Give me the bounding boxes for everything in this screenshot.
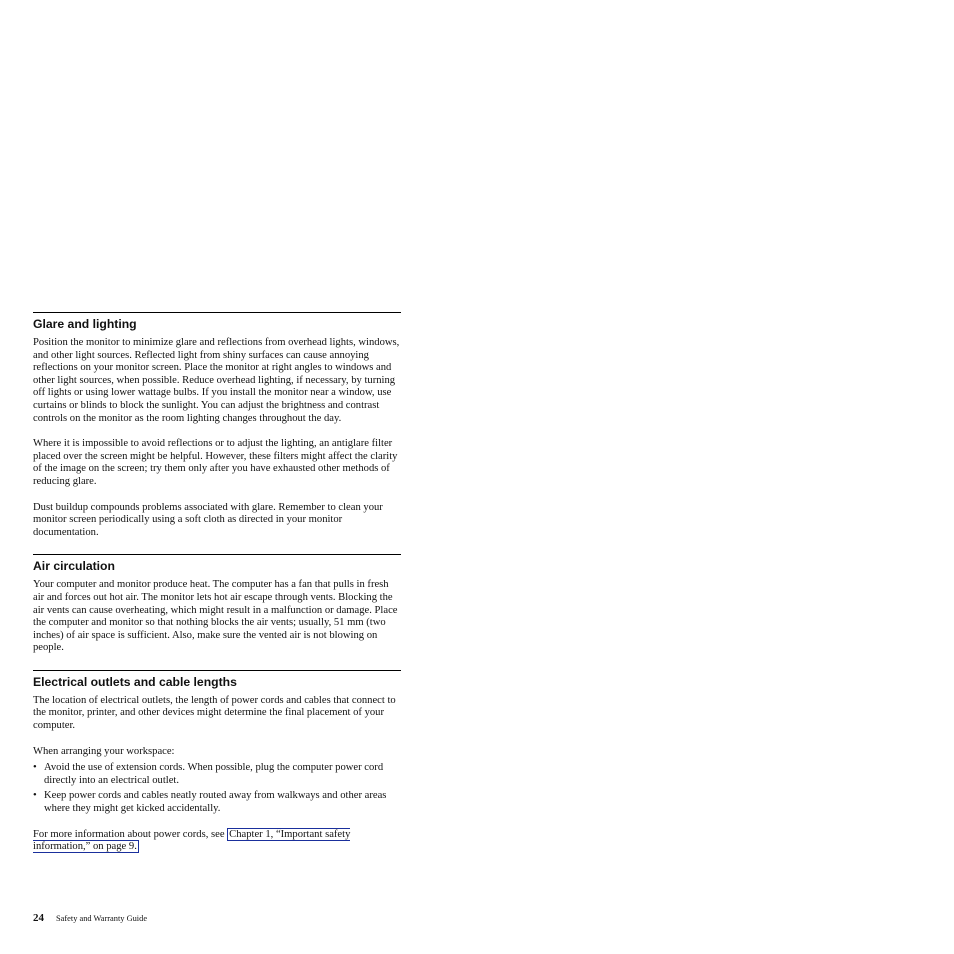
closing-text: For more information about power cords, see <box>33 828 228 840</box>
page-number: 24 <box>33 912 44 924</box>
paragraph: Position the monitor to minimize glare and reflections from overhead lights, windows, and other light sources. Reflected light from shiny surfaces can cause annoying reflections on your monitor screen. Place the monitor at right angles to windows and other light sources, when possible. Reduce overhead lighting, if necessary, by turning off lights or using lower wattage bulbs. If you install the monitor near a window, use curtains or blinds to block the sunlight. You can adjust the brightness and contrast controls on the monitor as the room lighting changes throughout the day. <box>33 337 400 424</box>
page-footer <box>33 912 147 924</box>
section-heading: Glare and lighting <box>33 317 137 331</box>
section-divider <box>33 670 401 671</box>
page-content <box>33 312 401 867</box>
bullet-icon: • <box>33 762 37 774</box>
paragraph: The location of electrical outlets, the length of power cords and cables that connect to the monitor, printer, and other devices might determine the final placement of your computer. <box>33 694 396 732</box>
book-title: Safety and Warranty Guide <box>56 914 148 923</box>
list-item-text: Keep power cords and cables neatly routed away from walkways and other areas where they might get kicked accidentally. <box>44 790 387 815</box>
section-heading: Air circulation <box>33 559 115 574</box>
section-divider <box>33 312 401 313</box>
section-air-circulation <box>33 554 401 655</box>
bullet-icon: • <box>33 790 37 802</box>
list-item-text: Avoid the use of extension cords. When possible, plug the computer power cord directly into an electrical outlet. <box>44 762 384 786</box>
bullet-list <box>33 762 401 815</box>
section-glare-and-lighting <box>33 312 401 539</box>
section-heading: Electrical outlets and cable lengths <box>33 674 237 689</box>
paragraph: Your computer and monitor produce heat. The computer has a fan that pulls in fresh air and forces out hot air. The monitor lets hot air escape through vents. Blocking the air vents can cause overheating, which might result in a malfunction or damage. Place the computer and monitor so that nothing blocks the air vents; usually, 51 mm (two inches) of air space is sufficient. Also, make sure the vented air is not blowing on people. <box>33 579 398 654</box>
chapter-1-link[interactable]: Chapter 1, “Important safety information,” on page 9. <box>33 828 351 853</box>
paragraph: When arranging your workspace: <box>33 745 175 757</box>
section-electrical-outlets <box>33 670 401 854</box>
list-item <box>33 762 401 787</box>
list-item <box>33 790 401 815</box>
paragraph: Where it is impossible to avoid reflections or to adjust the lighting, an antiglare filter placed over the screen might be helpful. However, these filters might affect the clarity of the image on the screen; try them only after you have exhausted other methods of reducing glare. <box>33 438 398 487</box>
paragraph: Dust buildup compounds problems associated with glare. Remember to clean your monitor screen periodically using a soft cloth as directed in your monitor documentation. <box>33 501 383 538</box>
closing-paragraph <box>33 829 401 854</box>
section-divider <box>33 554 401 555</box>
